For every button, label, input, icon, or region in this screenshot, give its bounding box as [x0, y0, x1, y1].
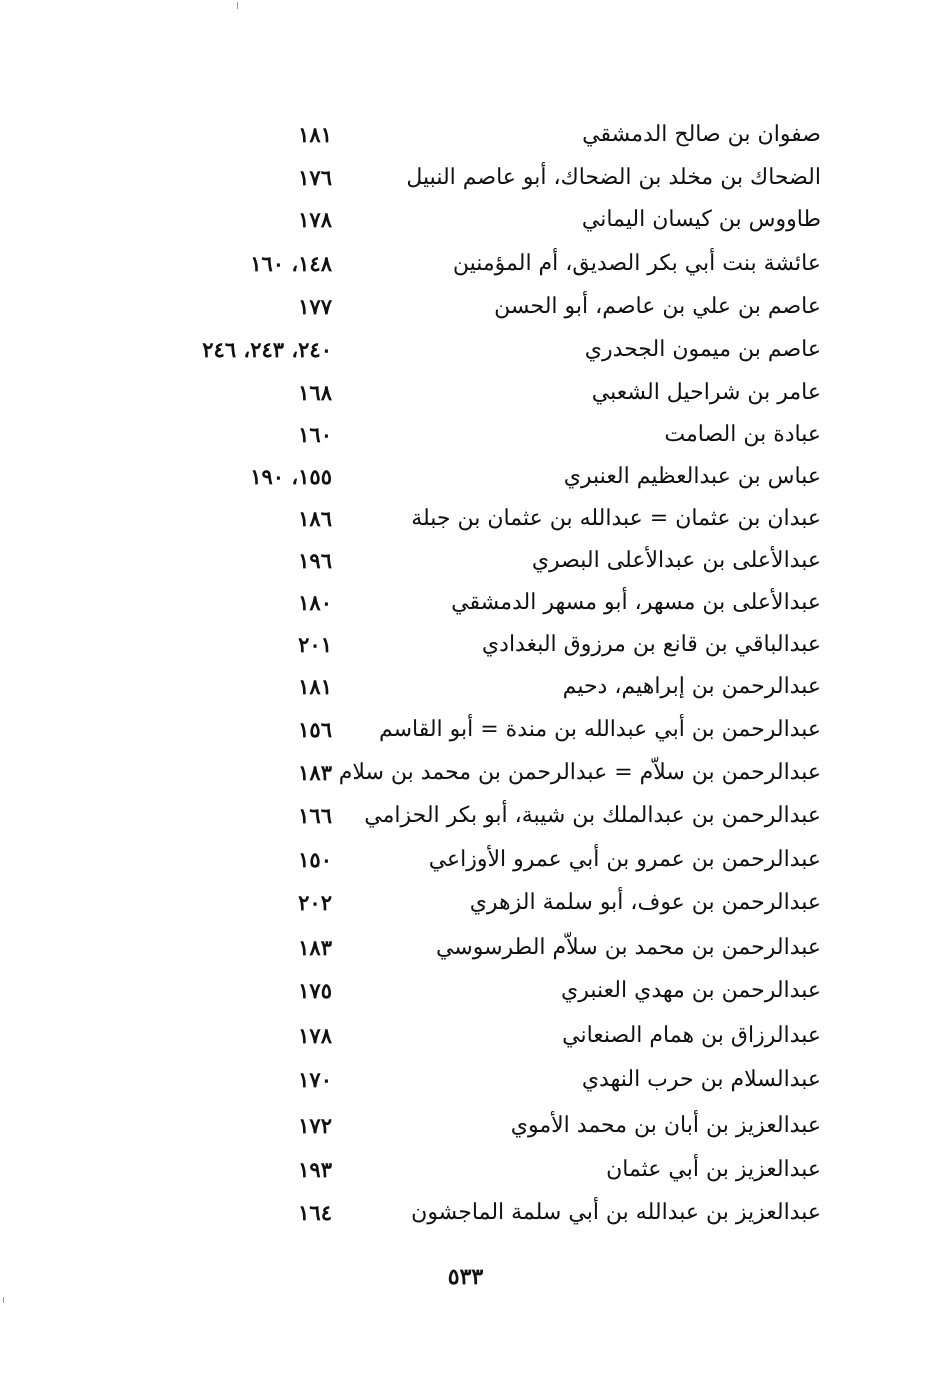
entry-name: عائشة بنت أبي بكر الصديق، أم المؤمنين	[452, 251, 821, 276]
index-entry	[0, 244, 931, 284]
entry-pages: ٢٠١	[298, 632, 332, 657]
index-entry	[0, 115, 931, 155]
entry-pages: ١٧٥	[298, 978, 332, 1003]
entry-name: عبدالرحمن بن عبدالملك بن شيبة، أبو بكر الحزامي	[364, 803, 821, 828]
entry-pages: ١٦٤	[298, 1200, 332, 1225]
entry-pages: ١٦٦	[298, 803, 332, 828]
entry-name: عاصم بن علي بن عاصم، أبو الحسن	[494, 294, 821, 319]
entry-name: عبدالعزيز بن أبي عثمان	[606, 1157, 821, 1182]
index-entry	[0, 499, 931, 539]
entry-name: عبدالرحمن بن عوف، أبو سلمة الزهري	[469, 890, 821, 915]
index-entry	[0, 200, 931, 240]
entry-name: عبدالعزيز بن عبدالله بن أبي سلمة الماجشون	[411, 1200, 821, 1225]
index-entry	[0, 796, 931, 836]
index-entry	[0, 883, 931, 923]
entry-name: عبدالرحمن بن محمد بن سلاّم الطرسوسي	[435, 935, 821, 960]
index-entry	[0, 457, 931, 497]
entry-pages: ١٨١	[298, 674, 332, 699]
entry-name: عبدالسلام بن حرب النهدي	[581, 1067, 821, 1092]
index-entry	[0, 710, 931, 750]
entry-pages: ١٨٣	[298, 935, 332, 960]
index-entry	[0, 753, 931, 793]
entry-pages: ١٨٦	[298, 506, 332, 531]
index-entry	[0, 541, 931, 581]
entry-name: عبدالرحمن بن أبي عبدالله بن مندة = أبو القاسم	[378, 717, 821, 742]
entry-pages: ٢٠٢	[298, 890, 332, 915]
entry-pages: ١٨٠	[298, 590, 332, 615]
index-entry	[0, 667, 931, 707]
index-entry	[0, 625, 931, 665]
entry-name: الضحاك بن مخلد بن الضحاك، أبو عاصم النبيل	[406, 165, 821, 190]
index-entry	[0, 1060, 931, 1100]
entry-pages: ١٧٨	[298, 207, 332, 232]
index-entry	[0, 415, 931, 455]
entry-pages: ١٨٣	[298, 760, 332, 785]
entry-name: عبادة بن الصامت	[664, 422, 821, 447]
left-speck	[3, 1297, 4, 1303]
entry-name: عبدالرزاق بن همام الصنعاني	[562, 1023, 821, 1048]
entry-name: عباس بن عبدالعظيم العنبري	[563, 464, 821, 489]
entry-pages: ١٦٨	[298, 380, 332, 405]
entry-pages: ١٩٣	[298, 1157, 332, 1182]
top-speck	[237, 2, 238, 9]
entry-pages: ١٧٧	[298, 294, 332, 319]
entry-name: عاصم بن ميمون الجحدري	[584, 337, 821, 362]
index-entry	[0, 158, 931, 198]
entry-pages: ١٧٢	[298, 1113, 332, 1138]
index-entry	[0, 287, 931, 327]
entry-pages: ١٧٦	[298, 165, 332, 190]
index-entry	[0, 330, 931, 370]
entry-name: عبدالرحمن بن إبراهيم، دحيم	[562, 674, 821, 699]
entry-name: عبدالعزيز بن أبان بن محمد الأموي	[510, 1113, 821, 1138]
entry-pages: ١٤٨، ١٦٠	[250, 251, 332, 276]
index-entry	[0, 373, 931, 413]
entry-name: عبدالرحمن بن عمرو بن أبي عمرو الأوزاعي	[428, 847, 821, 872]
entry-pages: ١٥٦	[298, 717, 332, 742]
entry-pages: ١٩٦	[298, 548, 332, 573]
page-number: ٥٣٣	[447, 1264, 484, 1290]
index-entry	[0, 840, 931, 880]
entry-name: صفوان بن صالح الدمشقي	[582, 122, 821, 147]
entry-pages: ١٥٠	[298, 847, 332, 872]
entry-name: عامر بن شراحيل الشعبي	[591, 380, 821, 405]
entry-name: عبدالرحمن بن سلاّم = عبدالرحمن بن محمد بن سلام	[338, 760, 821, 785]
entry-pages: ٢٤٠، ٢٤٣، ٢٤٦	[202, 337, 332, 362]
entry-name: طاووس بن كيسان اليماني	[581, 207, 821, 232]
entry-name: عبدالأعلى بن مسهر، أبو مسهر الدمشقي	[451, 590, 821, 615]
entry-pages: ١٥٥، ١٩٠	[250, 464, 332, 489]
entry-name: عبدالرحمن بن مهدي العنبري	[561, 978, 821, 1003]
entry-name: عبدالباقي بن قانع بن مرزوق البغدادي	[481, 632, 821, 657]
index-entry	[0, 1150, 931, 1190]
entry-pages: ١٧٠	[298, 1067, 332, 1092]
entry-pages: ١٧٨	[298, 1023, 332, 1048]
index-entry	[0, 1016, 931, 1056]
entry-name: عبدالأعلى بن عبدالأعلى البصري	[531, 548, 821, 573]
entry-name: عبدان بن عثمان = عبدالله بن عثمان بن جبلة	[411, 506, 821, 531]
entry-pages: ١٨١	[298, 122, 332, 147]
index-entry	[0, 1106, 931, 1146]
index-entry	[0, 1193, 931, 1233]
index-entry	[0, 583, 931, 623]
index-entry	[0, 971, 931, 1011]
entry-pages: ١٦٠	[298, 422, 332, 447]
index-entry	[0, 928, 931, 968]
